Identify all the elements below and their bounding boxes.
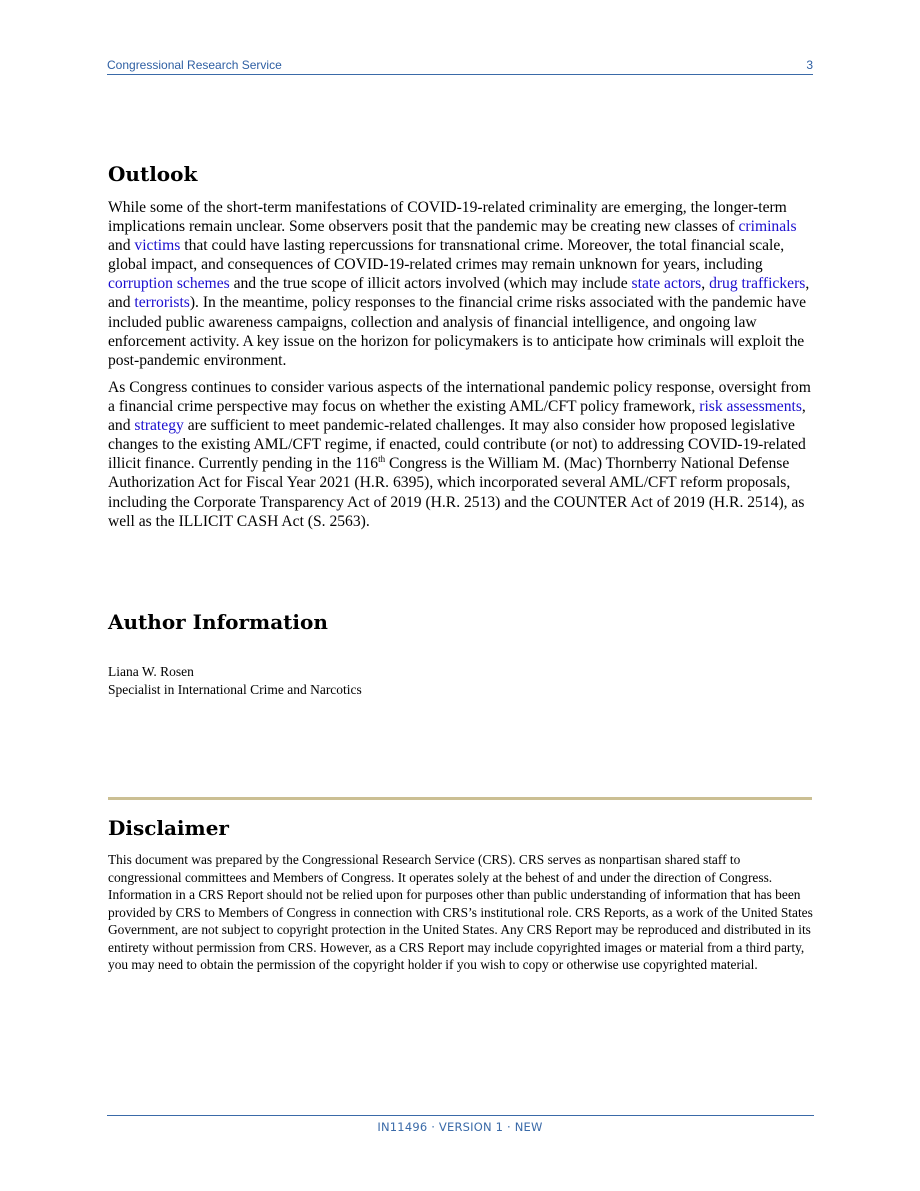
outlook-heading: Outlook [108, 162, 198, 186]
strategy-link[interactable]: strategy [134, 417, 184, 435]
criminals-link[interactable]: criminals [738, 218, 797, 236]
disclaimer-heading: Disclaimer [108, 816, 229, 840]
page-footer: IN11496 · VERSION 1 · NEW [377, 1120, 543, 1134]
author-information-heading: Author Information [108, 610, 328, 634]
victims-link[interactable]: victims [134, 237, 181, 255]
header-org: Congressional Research Service [107, 58, 282, 72]
corruption-schemes-link[interactable]: corruption schemes [108, 275, 230, 293]
terrorists-link[interactable]: terrorists [134, 294, 190, 312]
page-number: 3 [806, 58, 813, 72]
disclaimer-text: This document was prepared by the Congressional Research Service (CRS). CRS serves as nonpartisan shared staff to congressional committees and Members of Congress. It operates solely at the behest of and under the direction of Congress. Information in a CRS Report should not be relied upon for purposes other than public understanding of information that has been provided by CRS to Members of Congress in connection with CRS’s institutional role. CRS Reports, as a work of the United States Government, are not subject to copyright protection in the United States. Any CRS Report may be reproduced and distributed in its entirety without permission from CRS. However, as a CRS Report may include copyrighted images or material from a third party, you may need to obtain the permission of the copyright holder if you wish to copy or otherwise use copyrighted material. [108, 852, 813, 972]
author-title: Specialist in International Crime and Narcotics [108, 681, 362, 697]
disclaimer-divider [108, 797, 812, 800]
outlook-paragraph-1: While some of the short-term manifestations of COVID-19-related criminality are emerging, the longer-term implications remain unclear. Some observers posit that the pandemic may be creating new classes of criminals and victims that could have lasting repercussions for transnational crime. Moreover, the total financial scale, global impact, and consequences of COVID-19-related crimes may remain unknown for years, including corruption schemes and the true scope of illicit actors involved (which may include state actors, drug traffickers, and terrorists). In the meantime, policy responses to the financial crime risks associated with the pandemic have included public awareness campaigns, collection and analysis of financial intelligence, and ongoing law enforcement activity. A key issue on the horizon for policymakers is to anticipate how criminals will exploit the post-pandemic environment. [108, 199, 810, 369]
state-actors-link[interactable]: state actors [631, 275, 702, 293]
risk-assessments-link[interactable]: risk assessments [699, 398, 802, 416]
author-block [108, 663, 362, 698]
drug-traffickers-link[interactable]: drug traffickers [709, 275, 806, 293]
page-header [107, 57, 813, 75]
author-name: Liana W. Rosen [108, 664, 194, 679]
outlook-paragraph-2: As Congress continues to consider various aspects of the international pandemic policy response, oversight from a financial crime perspective may focus on whether the existing AML/CFT policy framework, risk assessments, and strategy are sufficient to meet pandemic-related challenges. It may also consider how proposed legislative changes to the existing AML/CFT regime, if enacted, could contribute (or not) to addressing COVID-19-related illicit finance. Currently pending in the 116th Congress is the William M. (Mac) Thornberry National Defense Authorization Act for Fiscal Year 2021 (H.R. 6395), which incorporated several AML/CFT reform proposals, including the Corporate Transparency Act of 2019 (H.R. 2513) and the COUNTER Act of 2019 (H.R. 2514), as well as the ILLICIT CASH Act (S. 2563). [108, 379, 811, 530]
footer-divider [107, 1115, 814, 1116]
